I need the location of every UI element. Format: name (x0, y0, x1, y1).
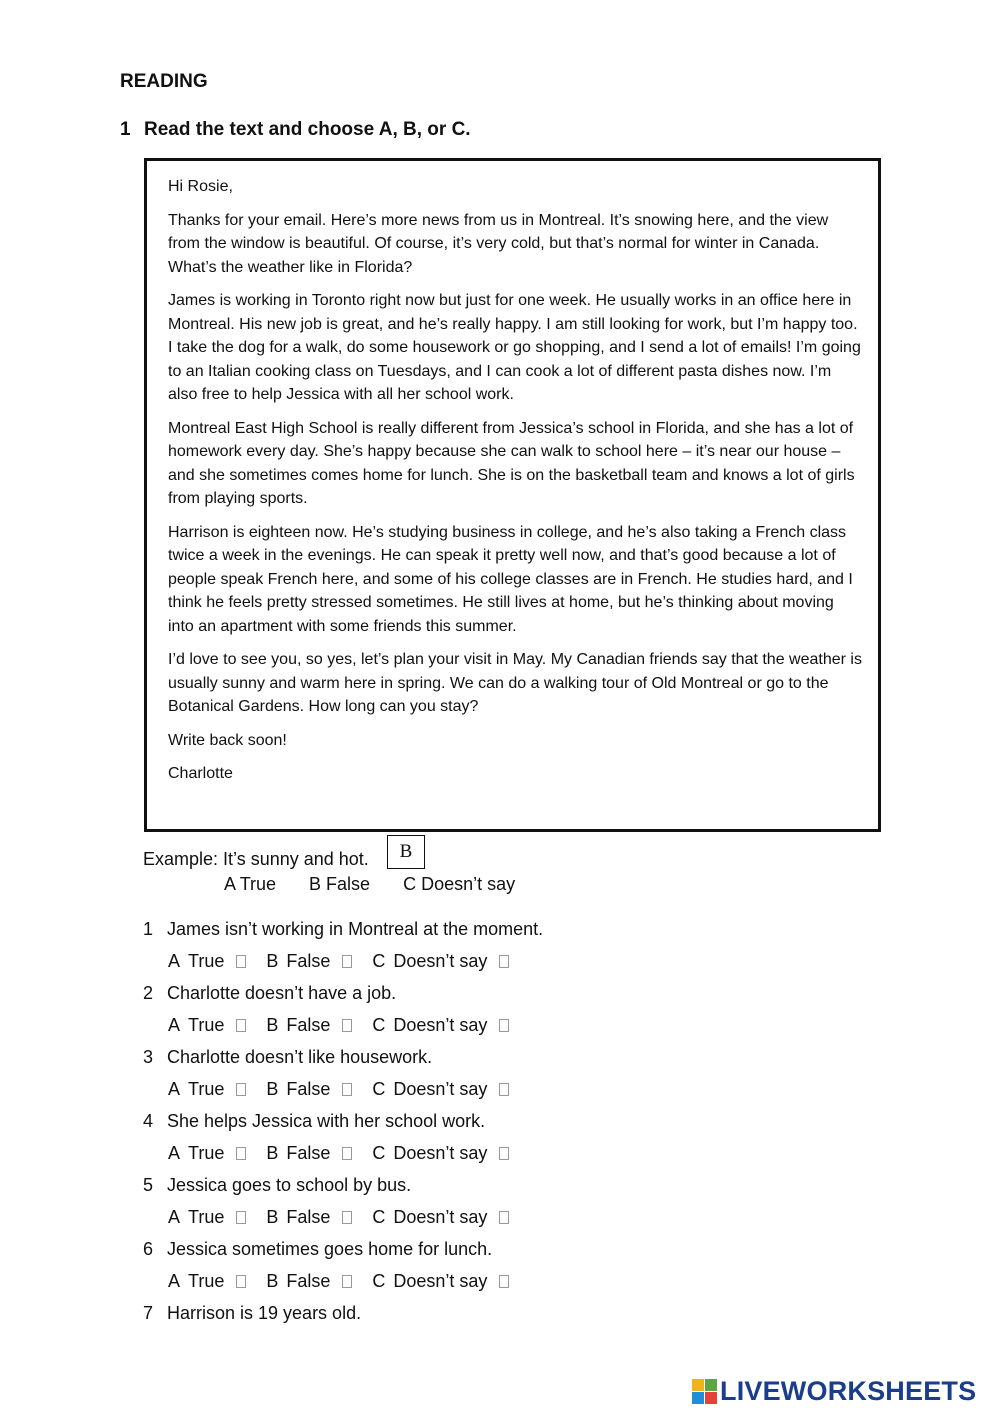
question-2 (143, 983, 396, 1004)
option-label: True (188, 1143, 225, 1163)
question-number: 5 (143, 1175, 154, 1195)
answer-options-1 (168, 951, 529, 972)
logo-icon (692, 1379, 717, 1404)
option-letter: B (266, 1143, 279, 1163)
example-option-a: A True (224, 874, 277, 894)
option-letter: A (168, 1015, 181, 1035)
answer-checkbox[interactable] (236, 1275, 246, 1288)
email-paragraph: Montreal East High School is really different from Jessica’s school in Florida, and she has a lot of homework every day. She’s happy because she can walk to school here – it’s near our house – and she sometimes comes home for lunch. She is on the basketball team and knows a lot of girls from playing sports. (168, 419, 855, 507)
email-signature: Charlotte (168, 765, 233, 782)
email-paragraph: Harrison is eighteen now. He’s studying business in college, and he’s also taking a French class twice a week in the evenings. He can speak it pretty well now, and that’s good because a lot of people speak French here, and some of his college classes are in French. He studies hard, and I think he feels pretty stressed sometimes. He still lives at home, but he’s thinking about moving into an apartment with some friends this summer. (168, 523, 853, 635)
option-label: False (286, 1079, 331, 1099)
question-number: 1 (143, 919, 154, 939)
option-letter: A (168, 1207, 181, 1227)
answer-checkbox[interactable] (499, 1147, 509, 1160)
logo-square (705, 1379, 717, 1391)
task-heading (120, 119, 471, 141)
question-4 (143, 1111, 485, 1132)
example-option-b: B False (309, 874, 371, 894)
email-greeting: Hi Rosie, (168, 178, 233, 195)
email-paragraph: Thanks for your email. Here’s more news from us in Montreal. It’s snowing here, and the view from the window is beautiful. Of course, it’s very cold, but that’s normal for winter in Canada. What’s the weather like in Florida? (168, 211, 829, 276)
question-7 (143, 1303, 361, 1324)
answer-checkbox[interactable] (499, 1019, 509, 1032)
option-b[interactable] (266, 951, 352, 972)
option-letter: B (266, 1207, 279, 1227)
option-label: True (188, 1015, 225, 1035)
option-c[interactable] (372, 1143, 509, 1164)
example-options (224, 874, 543, 895)
email-paragraph: James is working in Toronto right now but just for one week. He usually works in an office here in Montreal. His new job is great, and he’s really happy. I am still looking for work, but I’m happy too. I take the dog for a walk, do some housework or go shopping, and I send a lot of emails! I’m going to an Italian cooking class on Tuesdays, and I can cook a lot of different pasta dishes now. I’m also free to help Jessica with all her school work. (168, 292, 861, 403)
option-a[interactable] (168, 1015, 246, 1036)
logo-square (705, 1392, 717, 1404)
option-b[interactable] (266, 1143, 352, 1164)
option-label: False (286, 1015, 331, 1035)
option-label: True (188, 1207, 225, 1227)
option-letter: B (266, 1079, 279, 1099)
answer-checkbox[interactable] (499, 1083, 509, 1096)
question-text: James isn’t working in Montreal at the moment. (167, 919, 544, 939)
question-text: Harrison is 19 years old. (167, 1303, 362, 1323)
answer-checkbox[interactable] (342, 1147, 352, 1160)
option-letter: C (372, 1143, 386, 1163)
option-c[interactable] (372, 951, 509, 972)
option-label: True (188, 1079, 225, 1099)
option-letter: A (168, 1143, 181, 1163)
task-instruction: Read the text and choose A, B, or C. (144, 119, 471, 140)
answer-options-6 (168, 1271, 529, 1292)
answer-checkbox[interactable] (236, 1147, 246, 1160)
answer-options-5 (168, 1207, 529, 1228)
answer-options-2 (168, 1015, 529, 1036)
option-b[interactable] (266, 1079, 352, 1100)
question-number: 3 (143, 1047, 154, 1067)
option-a[interactable] (168, 1143, 246, 1164)
question-text: Jessica sometimes goes home for lunch. (167, 1239, 493, 1259)
answer-checkbox[interactable] (236, 1211, 246, 1224)
logo-text: LIVEWORKSHEETS (720, 1376, 977, 1406)
option-label: False (286, 1207, 331, 1227)
option-label: Doesn’t say (393, 1143, 488, 1163)
option-letter: B (266, 1015, 279, 1035)
answer-options-4 (168, 1143, 529, 1164)
answer-options-3 (168, 1079, 529, 1100)
email-body (168, 175, 862, 796)
option-letter: C (372, 1079, 386, 1099)
option-a[interactable] (168, 1207, 246, 1228)
option-label: False (286, 951, 331, 971)
option-label: Doesn’t say (393, 1015, 488, 1035)
example-answer-box: B (387, 835, 425, 869)
answer-checkbox[interactable] (342, 1019, 352, 1032)
option-label: Doesn’t say (393, 951, 488, 971)
option-letter: B (266, 951, 279, 971)
answer-checkbox[interactable] (236, 955, 246, 968)
answer-checkbox[interactable] (499, 955, 509, 968)
answer-checkbox[interactable] (499, 1275, 509, 1288)
option-c[interactable] (372, 1079, 509, 1100)
answer-checkbox[interactable] (236, 1019, 246, 1032)
question-text: Charlotte doesn’t have a job. (167, 983, 397, 1003)
option-letter: A (168, 1079, 181, 1099)
question-number: 6 (143, 1239, 154, 1259)
logo-square (692, 1392, 704, 1404)
option-label: Doesn’t say (393, 1079, 488, 1099)
option-letter: B (266, 1271, 279, 1291)
question-6 (143, 1239, 492, 1260)
option-a[interactable] (168, 951, 246, 972)
question-5 (143, 1175, 411, 1196)
section-title: READING (120, 71, 208, 92)
logo-square (692, 1379, 704, 1391)
liveworksheets-logo (692, 1376, 976, 1407)
option-label: Doesn’t say (393, 1271, 488, 1291)
option-label: True (188, 1271, 225, 1291)
email-closing: Write back soon! (168, 731, 287, 749)
answer-checkbox[interactable] (342, 1275, 352, 1288)
option-letter: A (168, 1271, 181, 1291)
option-letter: C (372, 1207, 386, 1227)
question-text: She helps Jessica with her school work. (167, 1111, 486, 1131)
option-c[interactable] (372, 1207, 509, 1228)
example-option-c: C Doesn’t say (403, 874, 516, 894)
option-label: False (286, 1271, 331, 1291)
option-label: True (188, 951, 225, 971)
option-a[interactable] (168, 1079, 246, 1100)
question-text: Jessica goes to school by bus. (167, 1175, 412, 1195)
answer-checkbox[interactable] (342, 1211, 352, 1224)
question-1 (143, 919, 543, 940)
option-b[interactable] (266, 1015, 352, 1036)
answer-checkbox[interactable] (342, 955, 352, 968)
option-letter: C (372, 951, 386, 971)
option-letter: C (372, 1271, 386, 1291)
option-letter: C (372, 1015, 386, 1035)
question-3 (143, 1047, 432, 1068)
option-c[interactable] (372, 1271, 509, 1292)
question-number: 7 (143, 1303, 154, 1323)
option-c[interactable] (372, 1015, 509, 1036)
answer-checkbox[interactable] (499, 1211, 509, 1224)
option-b[interactable] (266, 1207, 352, 1228)
option-a[interactable] (168, 1271, 246, 1292)
question-text: Charlotte doesn’t like housework. (167, 1047, 433, 1067)
option-label: Doesn’t say (393, 1207, 488, 1227)
option-label: False (286, 1143, 331, 1163)
question-number: 2 (143, 983, 154, 1003)
email-paragraph: I’d love to see you, so yes, let’s plan your visit in May. My Canadian friends say that the weather is usually sunny and warm here in spring. We can do a walking tour of Old Montreal or go to the Botanical Gardens. How long can you stay? (168, 651, 862, 715)
option-letter: A (168, 951, 181, 971)
option-b[interactable] (266, 1271, 352, 1292)
email-box (144, 158, 881, 832)
question-number: 4 (143, 1111, 154, 1131)
example-statement: Example: It’s sunny and hot. (143, 849, 369, 869)
answer-checkbox[interactable] (342, 1083, 352, 1096)
task-number: 1 (120, 119, 131, 140)
answer-checkbox[interactable] (236, 1083, 246, 1096)
